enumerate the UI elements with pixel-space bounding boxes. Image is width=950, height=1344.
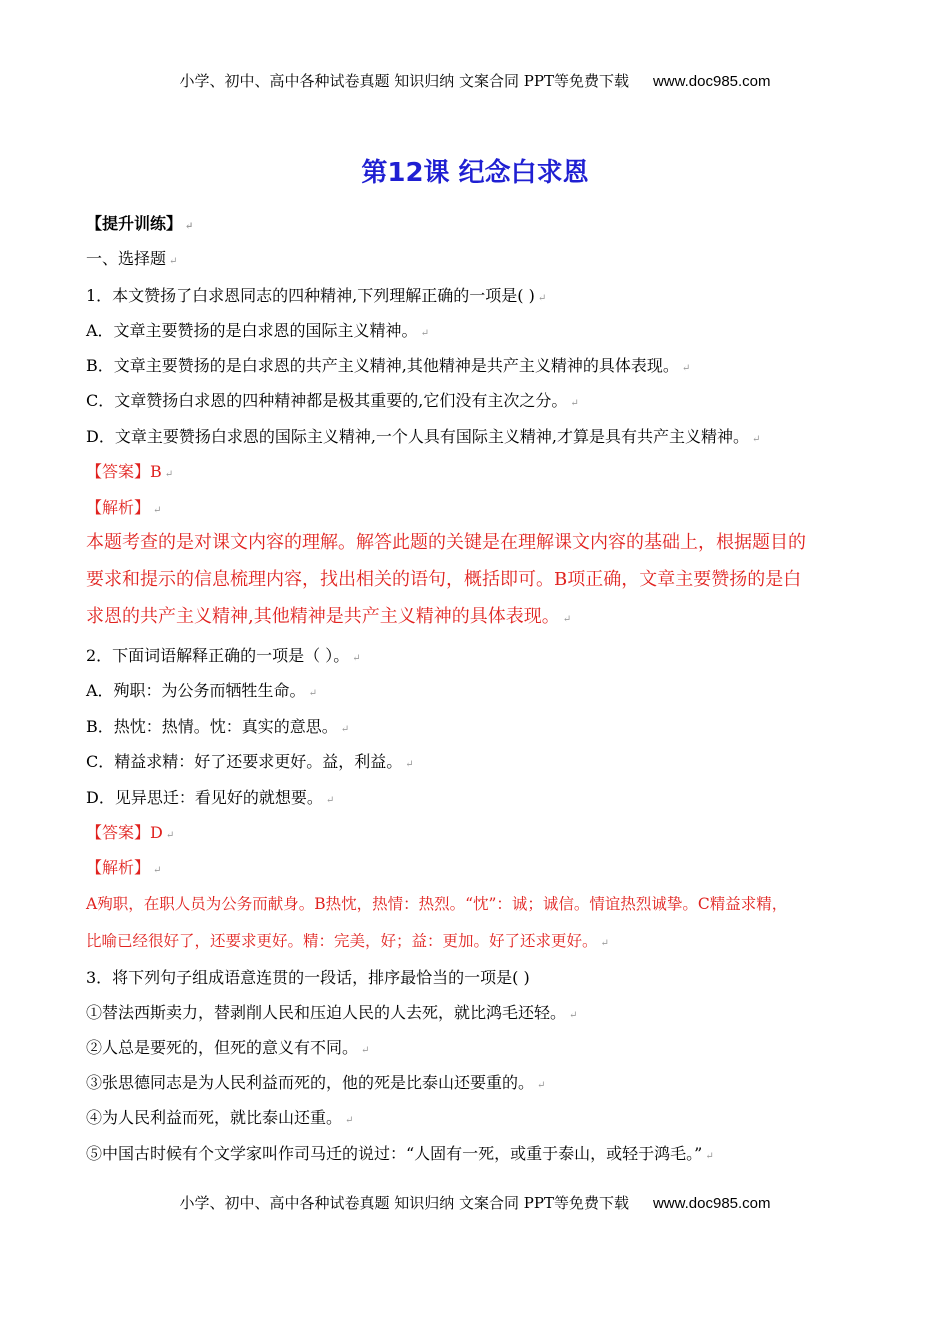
q2-option-a: A．殉职：为公务而牺牲生命。 ↵ [86,681,317,700]
q2-option-c: C．精益求精：好了还要求更好。益，利益。 ↵ [86,752,414,771]
q3-item-1: ①替法西斯卖力，替剥削人民和压迫人民的人去死，就比鸿毛还轻。 ↵ [86,1003,578,1022]
q1-option-a: A．文章主要赞扬的是白求恩的国际主义精神。 ↵ [86,321,429,340]
footer-site-link[interactable]: www.doc985.com [652,1195,771,1212]
q2-stem: 2．下面词语解释正确的一项是（ ）。 ↵ [86,646,361,665]
footer-text: 小学、初中、高中各种试卷真题 知识归纳 文案合同 PPT等免费下载 [179,1194,629,1212]
q3-stem: 3．将下列句子组成语意连贯的一段话，排序最恰当的一项是( ) [86,968,530,987]
q1-option-d: D．文章主要赞扬白求恩的国际主义精神,一个人具有国际主义精神,才算是具有共产主义精神。 ↵ [86,427,761,446]
header-site-link[interactable]: www.doc985.com [652,73,771,90]
q1-analysis-line-1: 本题考查的是对课文内容的理解。解答此题的关键是在理解课文内容的基础上，根据题目的 [86,532,806,553]
page-title: 第12课 纪念白求恩 [361,158,589,188]
q2-option-b: B．热忱：热情。忱：真实的意思。 ↵ [86,717,350,736]
page-header [0,70,950,91]
q2-analysis-line-2: 比喻已经很好了，还要求更好。精：完美，好；益：更加。好了还求更好。 ↵ [86,932,609,950]
q3-item-4: ④为人民利益而死，就比泰山还重。 ↵ [86,1108,354,1127]
q1-analysis-line-3: 求恩的共产主义精神,其他精神是共产主义精神的具体表现。 ↵ [86,606,572,627]
header-text: 小学、初中、高中各种试卷真题 知识归纳 文案合同 PPT等免费下载 [179,72,629,90]
page-footer [0,1192,950,1213]
q1-stem: 1．本文赞扬了白求恩同志的四种精神,下列理解正确的一项是( ) ↵ [86,286,547,305]
q2-analysis-label: 【解析】 ↵ [86,858,162,877]
q1-analysis-label: 【解析】 ↵ [86,498,162,517]
q3-item-2: ②人总是要死的，但死的意义有不同。 ↵ [86,1038,370,1057]
q2-option-d: D．见异思迁：看见好的就想要。 ↵ [86,788,335,807]
q2-analysis-line-1: A殉职，在职人员为公务而献身。B热忱，热情：热烈。“忱”：诚；诚信。情谊热烈诚挚。C精益求精， [86,895,788,913]
section-heading: 【提升训练】 ↵ [86,214,194,233]
q1-analysis-line-2: 要求和提示的信息梳理内容，找出相关的语句，概括即可。B项正确，文章主要赞扬的是白 [86,569,802,590]
q1-option-b: B．文章主要赞扬的是白求恩的共产主义精神,其他精神是共产主义精神的具体表现。 ↵ [86,356,691,375]
q3-item-5: ⑤中国古时候有个文学家叫作司马迁的说过：“人固有一死，或重于泰山，或轻于鸿毛。” ↵ [86,1144,714,1163]
q1-option-c: C．文章赞扬白求恩的四种精神都是极其重要的,它们没有主次之分。 ↵ [86,391,579,410]
q3-item-3: ③张思德同志是为人民利益而死的，他的死是比泰山还要重的。 ↵ [86,1073,546,1092]
part-heading: 一、选择题 ↵ [86,249,178,268]
q1-answer: 【答案】B ↵ [86,462,174,481]
q2-answer: 【答案】D ↵ [86,823,175,842]
